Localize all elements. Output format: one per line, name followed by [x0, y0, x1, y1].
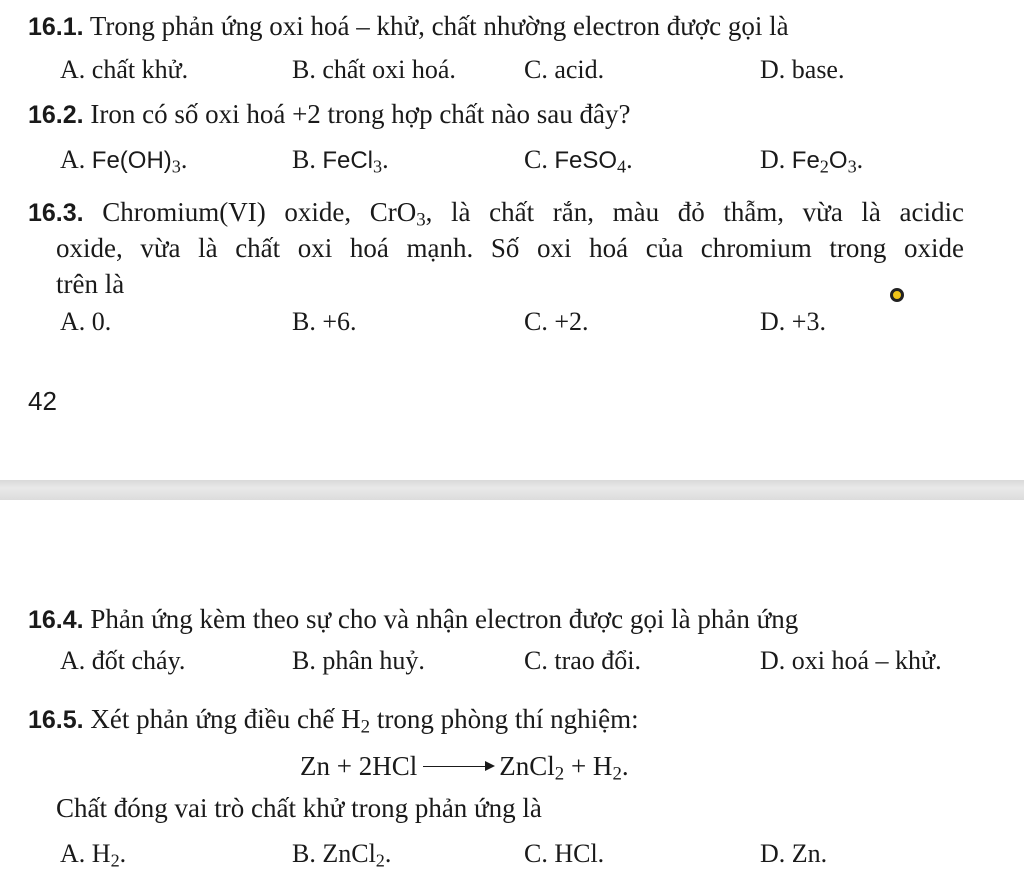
option-letter: A. — [60, 145, 86, 174]
punctuation: . — [621, 751, 629, 781]
punctuation: . — [119, 839, 127, 868]
subscript: 4 — [617, 156, 627, 177]
question-16-3-line-1 — [28, 196, 964, 229]
formula: O — [828, 147, 848, 174]
option-a — [60, 144, 187, 177]
formula: Fe(OH) — [91, 147, 172, 174]
formula: FeSO — [554, 147, 618, 174]
subscript: 2 — [554, 763, 565, 785]
subscript: 3 — [373, 156, 383, 177]
option-letter: D. — [760, 145, 786, 174]
subscript: 2 — [110, 850, 120, 871]
question-number: 16.5. — [28, 706, 84, 734]
page-number: 42 — [28, 386, 57, 416]
option-d: D. +3. — [760, 307, 826, 336]
equation-product: + H — [564, 751, 613, 781]
question-text: trong phòng thí nghiệm: — [370, 704, 639, 734]
option-d: D. oxi hoá – khử. — [760, 646, 942, 675]
subscript: 3 — [171, 156, 181, 177]
option-d: D. Zn. — [760, 839, 828, 868]
reaction-arrow-icon — [423, 766, 493, 767]
subscript: 2 — [612, 763, 622, 785]
option-a: A. 0. — [60, 307, 112, 336]
subscript: 2 — [360, 716, 371, 738]
equation-reactants: Zn + 2HCl — [300, 751, 418, 781]
question-number: 16.1. — [28, 13, 84, 41]
option-d: D. base. — [760, 55, 845, 84]
question-number: 16.2. — [28, 101, 84, 129]
option-b: B. phân huỷ. — [292, 646, 425, 675]
subscript: 2 — [375, 850, 385, 871]
reaction-equation — [300, 750, 629, 785]
punctuation: . — [856, 145, 864, 174]
option-a: A. chất khử. — [60, 55, 189, 84]
question-16-5 — [28, 703, 639, 736]
option-a — [60, 838, 126, 870]
question-text: Xét phản ứng điều chế H — [90, 704, 361, 734]
option-c: C. +2. — [524, 307, 589, 336]
question-16-4 — [28, 603, 798, 636]
question-16-2 — [28, 98, 630, 131]
page-bottom — [0, 500, 1024, 879]
option-a: A. đốt cháy. — [60, 646, 186, 675]
option-letter: C. — [524, 145, 548, 174]
question-text: , là chất rắn, màu đỏ thẫm, vừa là acidic — [425, 197, 964, 227]
option-text: A. H — [60, 839, 111, 868]
punctuation: . — [626, 145, 633, 174]
question-16-1 — [28, 10, 789, 43]
option-b — [292, 144, 389, 177]
option-c: C. HCl. — [524, 839, 605, 868]
question-number: 16.4. — [28, 606, 84, 634]
subscript: 3 — [416, 209, 426, 231]
question-text: Chromium(VI) oxide, CrO — [102, 197, 417, 227]
option-b — [292, 838, 391, 870]
subscript: 3 — [847, 156, 857, 177]
punctuation: . — [180, 145, 188, 174]
question-16-3-line-2: oxide, vừa là chất oxi hoá mạnh. Số oxi hoá của chromium trong oxide — [56, 233, 964, 263]
formula: FeCl — [322, 147, 374, 174]
option-text: B. ZnCl — [292, 839, 376, 868]
option-letter: B. — [292, 145, 316, 174]
punctuation: . — [384, 839, 392, 868]
question-text: Trong phản ứng oxi hoá – khử, chất nhường electron được gọi là — [89, 11, 789, 41]
page-divider — [0, 480, 1024, 500]
subscript: 2 — [819, 156, 829, 177]
question-16-5-prompt: Chất đóng vai trò chất khử trong phản ứng là — [56, 793, 542, 823]
question-text: Phản ứng kèm theo sự cho và nhận electron được gọi là phản ứng — [90, 604, 799, 634]
punctuation: . — [382, 145, 389, 174]
option-b: B. chất oxi hoá. — [292, 55, 456, 84]
question-16-3-line-3: trên là — [56, 269, 125, 299]
formula: Fe — [791, 147, 820, 174]
option-c: C. acid. — [524, 55, 605, 84]
equation-product: ZnCl — [499, 751, 555, 781]
option-c — [524, 144, 633, 177]
cursor-marker-icon — [890, 288, 904, 302]
option-d — [760, 144, 863, 177]
option-c: C. trao đổi. — [524, 646, 641, 675]
question-text: Iron có số oxi hoá +2 trong hợp chất nào sau đây? — [90, 99, 631, 129]
question-number: 16.3. — [28, 199, 84, 227]
option-b: B. +6. — [292, 307, 357, 336]
